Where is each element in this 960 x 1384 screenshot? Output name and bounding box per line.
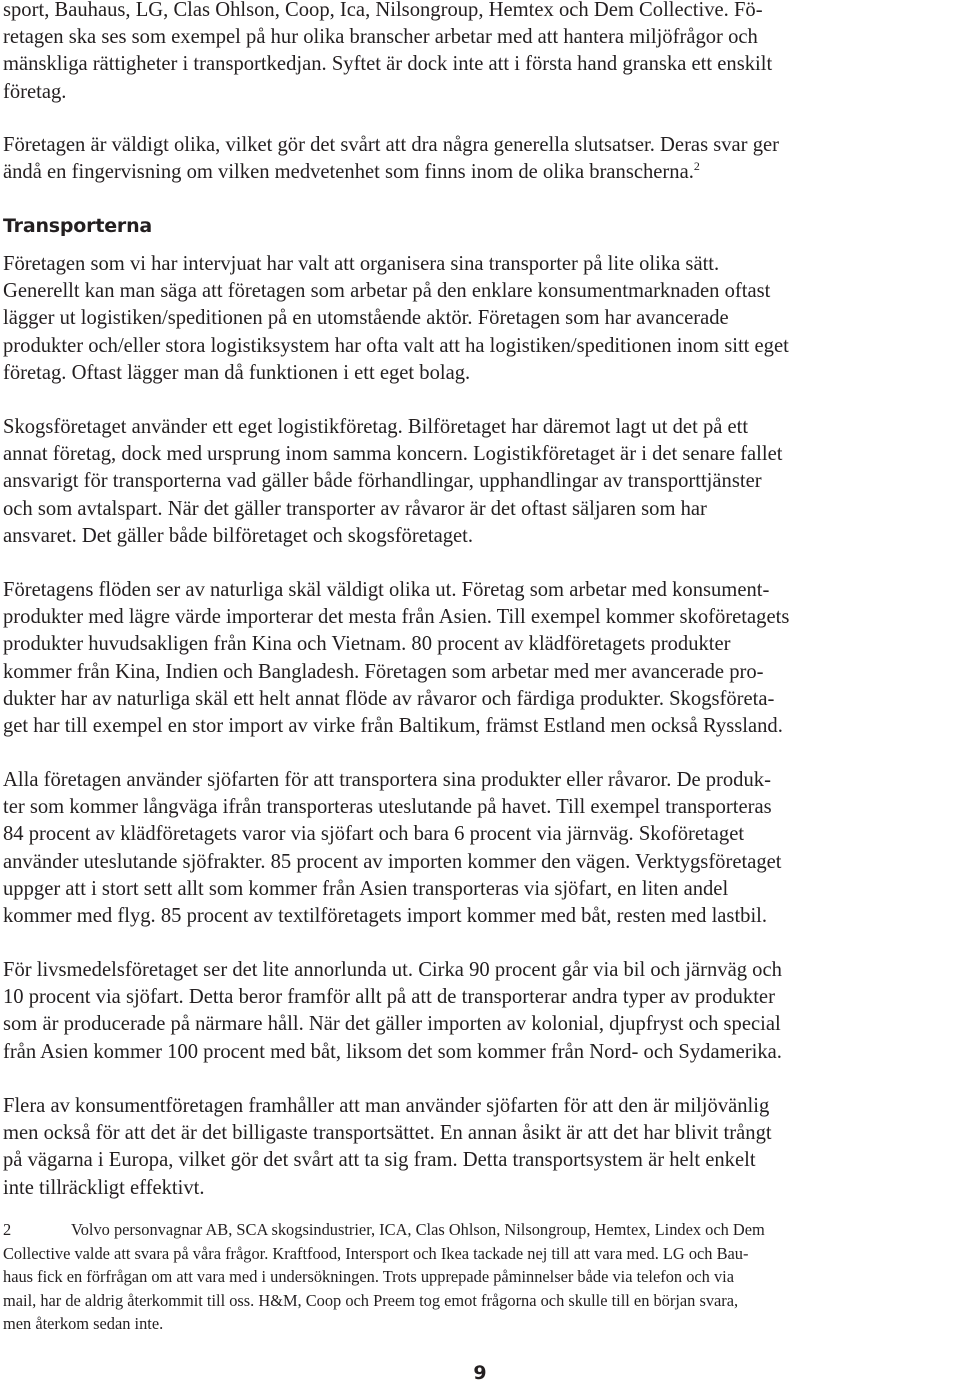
section-heading: Transporterna (3, 215, 153, 237)
text-line: produkter huvudsakligen från Kina och Vietnam. 80 procent av klädföretagets produkter (3, 633, 731, 656)
text-line: dukter har av naturliga skäl ett helt annat flöde av råvaror och färdiga produkter. Skogsföreta- (3, 687, 775, 710)
text-line: Skogsföretaget använder ett eget logistikföretag. Bilföretaget har däremot lagt ut det på ett (3, 416, 749, 438)
text-line: Företagens flöden ser av naturliga skäl väldigt olika ut. Företag som arbetar med konsument- (3, 579, 770, 601)
text-line: kommer med flyg. 85 procent av textilföretagets import kommer med båt, resten med lastbil. (3, 905, 768, 928)
paragraph-4 (3, 414, 782, 550)
text-line: produkter och/eller stora logistiksystem har ofta valt att ha logistiken/speditionen inom sitt eget (3, 334, 789, 357)
text-line: ter som kommer långväga ifrån transporteras uteslutande på havet. Till exempel transporteras (3, 796, 772, 819)
text-line: företag. Oftast lägger man då funktionen i ett eget bolag. (3, 361, 471, 384)
footnote (3, 1218, 765, 1336)
text-line: Generellt kan man säga att företagen som arbetar på den enklare konsumentmarknaden oftast (3, 280, 771, 303)
text-line: Företagen är väldigt olika, vilket gör det svårt att dra några generella slutsatser. Deras svar ger (3, 134, 779, 156)
text-line: För livsmedelsföretaget ser det lite annorlunda ut. Cirka 90 procent går via bil och järnväg och (3, 959, 782, 981)
footnote-line: men återkom sedan inte. (3, 1314, 164, 1334)
text-line: Alla företagen använder sjöfarten för att transportera sina produkter eller råvaror. De produk- (3, 769, 771, 791)
text-line: kommer från Kina, Indien och Bangladesh. Företagen som arbetar med mer avancerade pro- (3, 660, 764, 683)
text-line: från Asien kommer 100 procent med båt, liksom det som kommer från Nord- och Sydamerika. (3, 1040, 782, 1063)
text-line: använder uteslutande sjöfrakter. 85 procent av importen kommer den vägen. Verktygsföretaget (3, 850, 782, 873)
text-line: lägger ut logistiken/speditionen på en utomstående aktör. Företagen som har avancerade (3, 307, 729, 330)
text-line: annat företag, dock med ursprung inom samma koncern. Logistikföretaget är i det senare fallet (3, 443, 783, 466)
text-line: uppger att i stort sett allt som kommer från Asien transporteras via sjöfart, en liten andel (3, 877, 729, 900)
text-line: Företagen som vi har intervjuat har valt att organisera sina transporter på lite olika sätt. (3, 253, 720, 275)
paragraph-3 (3, 251, 789, 387)
text-line: som är producerade på närmare håll. När det gäller importen av kolonial, djupfryst och special (3, 1013, 781, 1036)
footnote-reference: 2 (693, 159, 700, 174)
intro-paragraph (3, 0, 772, 106)
footnote-line: haus fick en förfrågan om att vara med i undersökningen. Trots upprepade påminnelser både via telefon och via (3, 1267, 734, 1287)
text-line: Flera av konsumentföretagen framhåller att man använder sjöfarten för att den är miljövänlig (3, 1095, 770, 1117)
text-line: på vägarna i Europa, vilket gör det svårt att ta sig fram. Detta transportsystem är helt enkelt (3, 1149, 756, 1172)
text-line: get har till exempel en stor import av virke från Baltikum, främst Estland men också Ryssland. (3, 715, 783, 738)
paragraph-6 (3, 767, 782, 930)
paragraph-7 (3, 957, 782, 1066)
footnote-number: 2 (3, 1220, 12, 1239)
text-line: företag. (3, 80, 67, 103)
text-line: 84 procent av klädföretagets varor via sjöfart och bara 6 procent via järnväg. Skoföretaget (3, 823, 745, 846)
text-line: retagen ska ses som exempel på hur olika branscher arbetar med att hantera miljöfrågor och (3, 26, 758, 49)
footnote-line: 2 Volvo personvagnar AB, SCA skogsindustrier, ICA, Clas Ohlson, Nilsongroup, Hemtex, Lindex och Dem (3, 1218, 765, 1242)
page-number: 9 (473, 1362, 487, 1384)
footnote-line: mail, har de aldrig återkommit till oss. H&M, Coop och Preem tog emot frågorna och skulle till en början svara, (3, 1290, 739, 1310)
text-line: 10 procent via sjöfart. Detta beror framför allt på att de transporterar andra typer av produkter (3, 986, 775, 1009)
footnote-line: Collective valde att svara på våra frågor. Kraftfood, Intersport och Ikea tackade nej till att vara med. LG och Bau- (3, 1243, 749, 1263)
text-line: inte tillräckligt effektivt. (3, 1176, 205, 1199)
text-line: produkter med lägre värde importerar det mesta från Asien. Till exempel kommer skoföretagets (3, 606, 790, 629)
text-line: sport, Bauhaus, LG, Clas Ohlson, Coop, Ica, Nilsongroup, Hemtex och Dem Collective. Fö- (3, 0, 763, 21)
paragraph-2 (3, 132, 779, 186)
text-line: och som avtalspart. När det gäller transporter av råvaror är det oftast säljaren som har (3, 497, 707, 520)
text-line: men också för att det är det billigaste transportsättet. En annan åsikt är att det har blivit trångt (3, 1122, 772, 1145)
paragraph-5 (3, 577, 789, 740)
paragraph-8 (3, 1093, 772, 1202)
text-line: ansvarigt för transporterna vad gäller både förhandlingar, upphandlingar av transporttjänster (3, 470, 762, 493)
text-line: ändå en fingervisning om vilken medvetenhet som finns inom de olika branscherna.$^2$ (3, 159, 700, 184)
text-line: mänskliga rättigheter i transportkedjan. Syftet är dock inte att i första hand granska ett enskilt (3, 53, 773, 76)
text-line: ansvaret. Det gäller både bilföretaget och skogsföretaget. (3, 524, 474, 547)
